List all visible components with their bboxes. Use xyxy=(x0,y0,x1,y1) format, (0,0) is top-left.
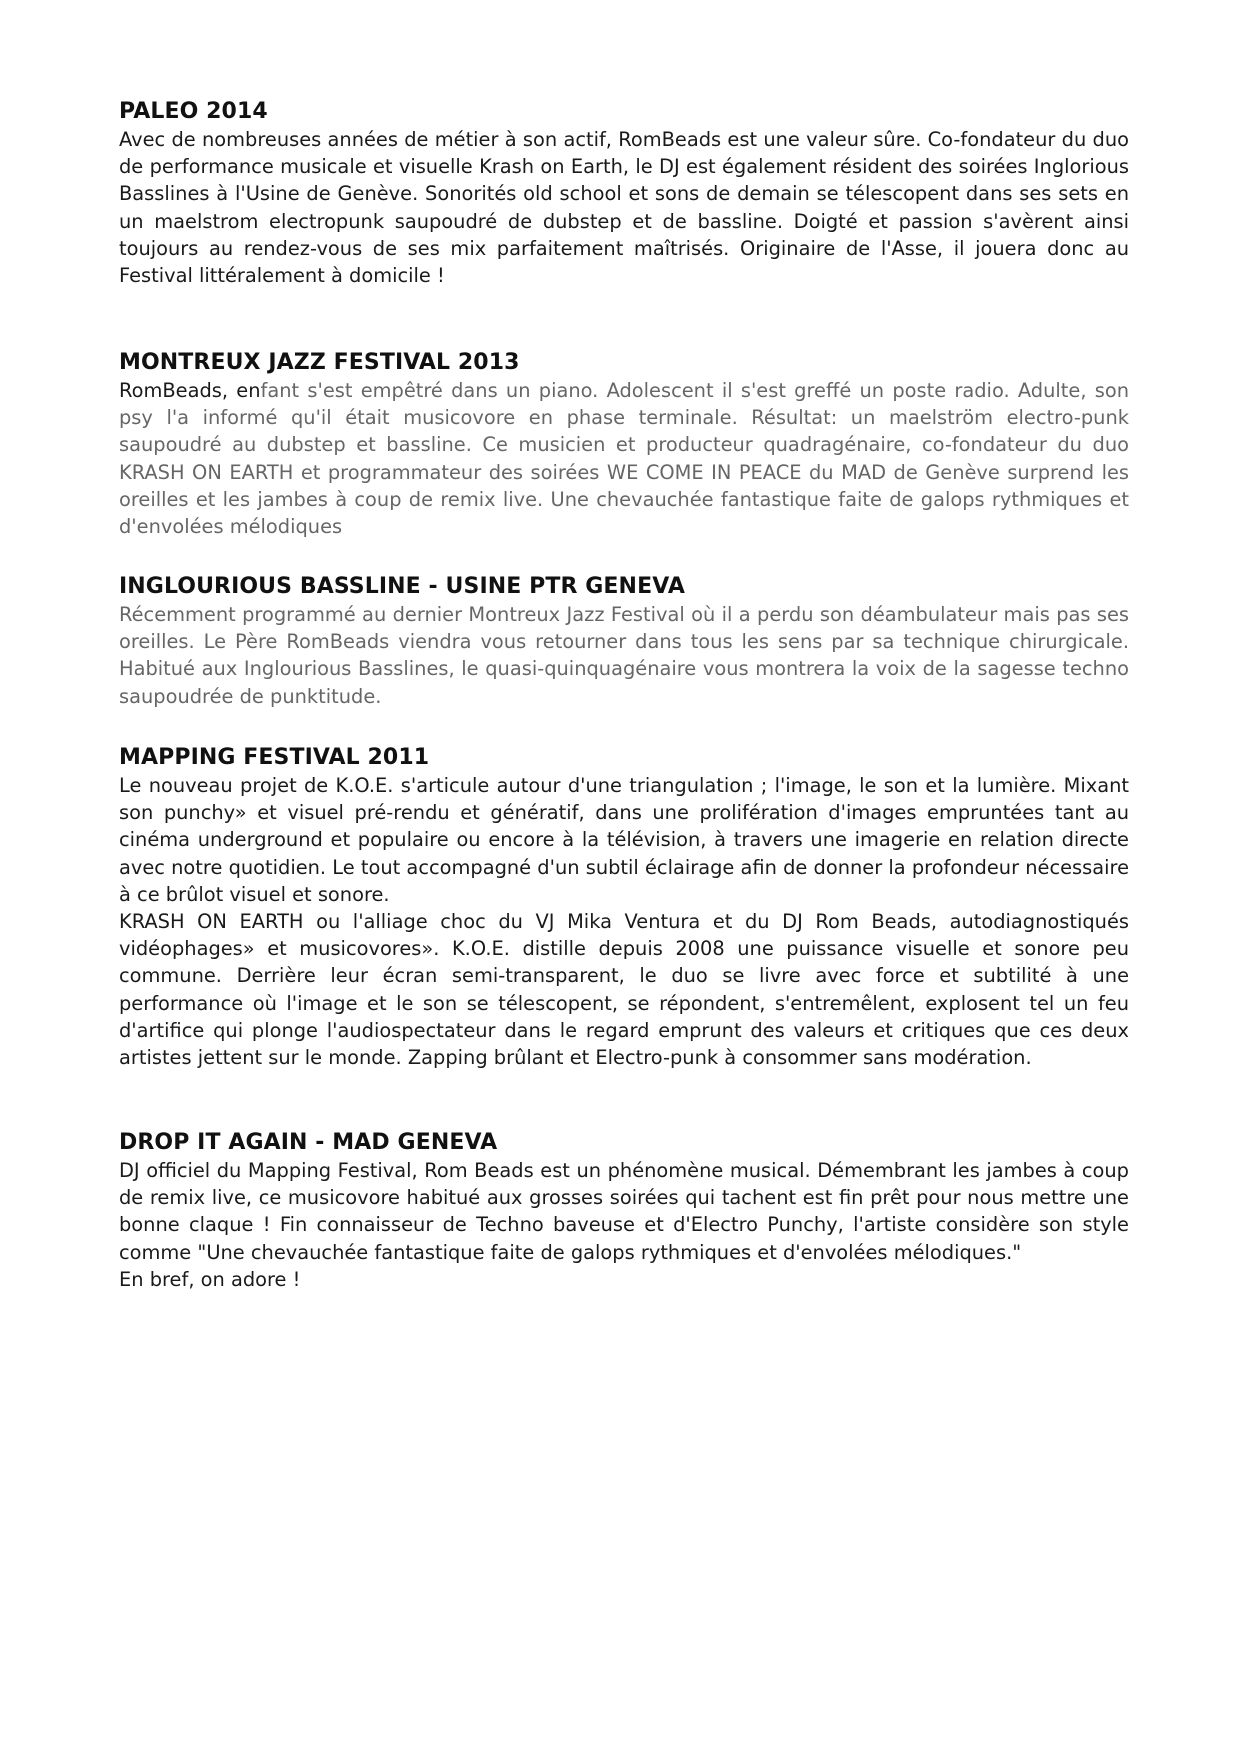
section-paragraph: En bref, on adore ! xyxy=(119,1267,301,1291)
paragraph-body: fant s'est empêtré dans un piano. Adolescent il s'est greffé un poste radio. Adulte, son psy l'a informé qu'il était musicovore en phase terminale. Résultat: un maelström electro-punk saupoudré au dubstep et bassline. Ce musicien et producteur quadragénaire, co-fondateur du duo KRASH ON EARTH et programmateur des soirées WE COME IN PEACE du MAD de Genève surprend les oreilles et les jambes à coup de remix live. Une chevauchée fantastique faite de galops rythmiques et d'envolées mélodiques xyxy=(119,379,1129,539)
section-paragraph: Le nouveau projet de K.O.E. s'articule autour d'une triangulation ; l'image, le son et la lumière. Mixant son punchy» et visuel pré-rendu et génératif, dans une prolifération d'images empruntées tant au cinéma underground et populaire ou encore à la télévision, à travers une imagerie en relation directe avec notre quotidien. Le tout accompagné d'un subtil éclairage afin de donner la profondeur nécessaire à ce brûlot visuel et sonore. xyxy=(119,774,1129,906)
section-title: MAPPING FESTIVAL 2011 xyxy=(119,745,430,770)
section-drop-it-again xyxy=(119,1129,1129,1293)
section-paleo-2014 xyxy=(119,98,1129,289)
section-paragraph: Avec de nombreuses années de métier à son actif, RomBeads est une valeur sûre. Co-fondateur du duo de performance musicale et visuelle Krash on Earth, le DJ est également résident des soirées Inglorious Basslines à l'Usine de Genève. Sonorités old school et sons de demain se télescopent dans ses sets en un maelstrom electropunk saupoudré de dubstep et de bassline. Doigté et passion s'avèrent ainsi toujours au rendez-vous de ses mix parfaitement maîtrisés. Originaire de l'Asse, il jouera donc au Festival littéralement à domicile ! xyxy=(119,128,1129,288)
section-mapping-festival-2011 xyxy=(119,744,1129,1071)
section-title: PALEO 2014 xyxy=(119,99,268,124)
paragraph-lead: RomBeads, en xyxy=(119,379,261,402)
section-montreux-2013 xyxy=(119,349,1129,540)
section-title: DROP IT AGAIN - MAD GENEVA xyxy=(119,1130,498,1155)
section-paragraph: Récemment programmé au dernier Montreux Jazz Festival où il a perdu son déambulateur mais pas ses oreilles. Le Père RomBeads viendra vous retourner dans tous les sens par sa technique chirurgicale. Habitué aux Inglourious Basslines, le quasi-quinquagénaire vous montrera la voix de la sagesse techno saupoudrée de punktitude. xyxy=(119,603,1129,708)
section-title: MONTREUX JAZZ FESTIVAL 2013 xyxy=(119,350,520,375)
section-paragraph: KRASH ON EARTH ou l'alliage choc du VJ Mika Ventura et du DJ Rom Beads, autodiagnostiqués vidéophages» et musicovores». K.O.E. distille depuis 2008 une puissance visuelle et sonore peu commune. Derrière leur écran semi-transparent, le duo se livre avec force et subtilité à une performance où l'image et le son se télescopent, se répondent, s'entremêlent, explosent tel un feu d'artifice qui plonge l'audiospectateur dans le regard emprunt des valeurs et critiques que ces deux artistes jettent sur le monde. Zapping brûlant et Electro-punk à consommer sans modération. xyxy=(119,910,1129,1070)
section-paragraph xyxy=(119,377,1129,540)
section-inglourious-bassline xyxy=(119,573,1129,710)
section-paragraph: DJ officiel du Mapping Festival, Rom Beads est un phénomène musical. Démembrant les jambes à coup de remix live, ce musicovore habitué aux grosses soirées qui tachent est fin prêt pour nous mettre une bonne claque ! Fin connaisseur de Techno baveuse et d'Electro Punchy, l'artiste considère son style comme "Une chevauchée fantastique faite de galops rythmiques et d'envolées mélodiques." xyxy=(119,1159,1129,1264)
section-title: INGLOURIOUS BASSLINE - USINE PTR GENEVA xyxy=(119,574,685,599)
